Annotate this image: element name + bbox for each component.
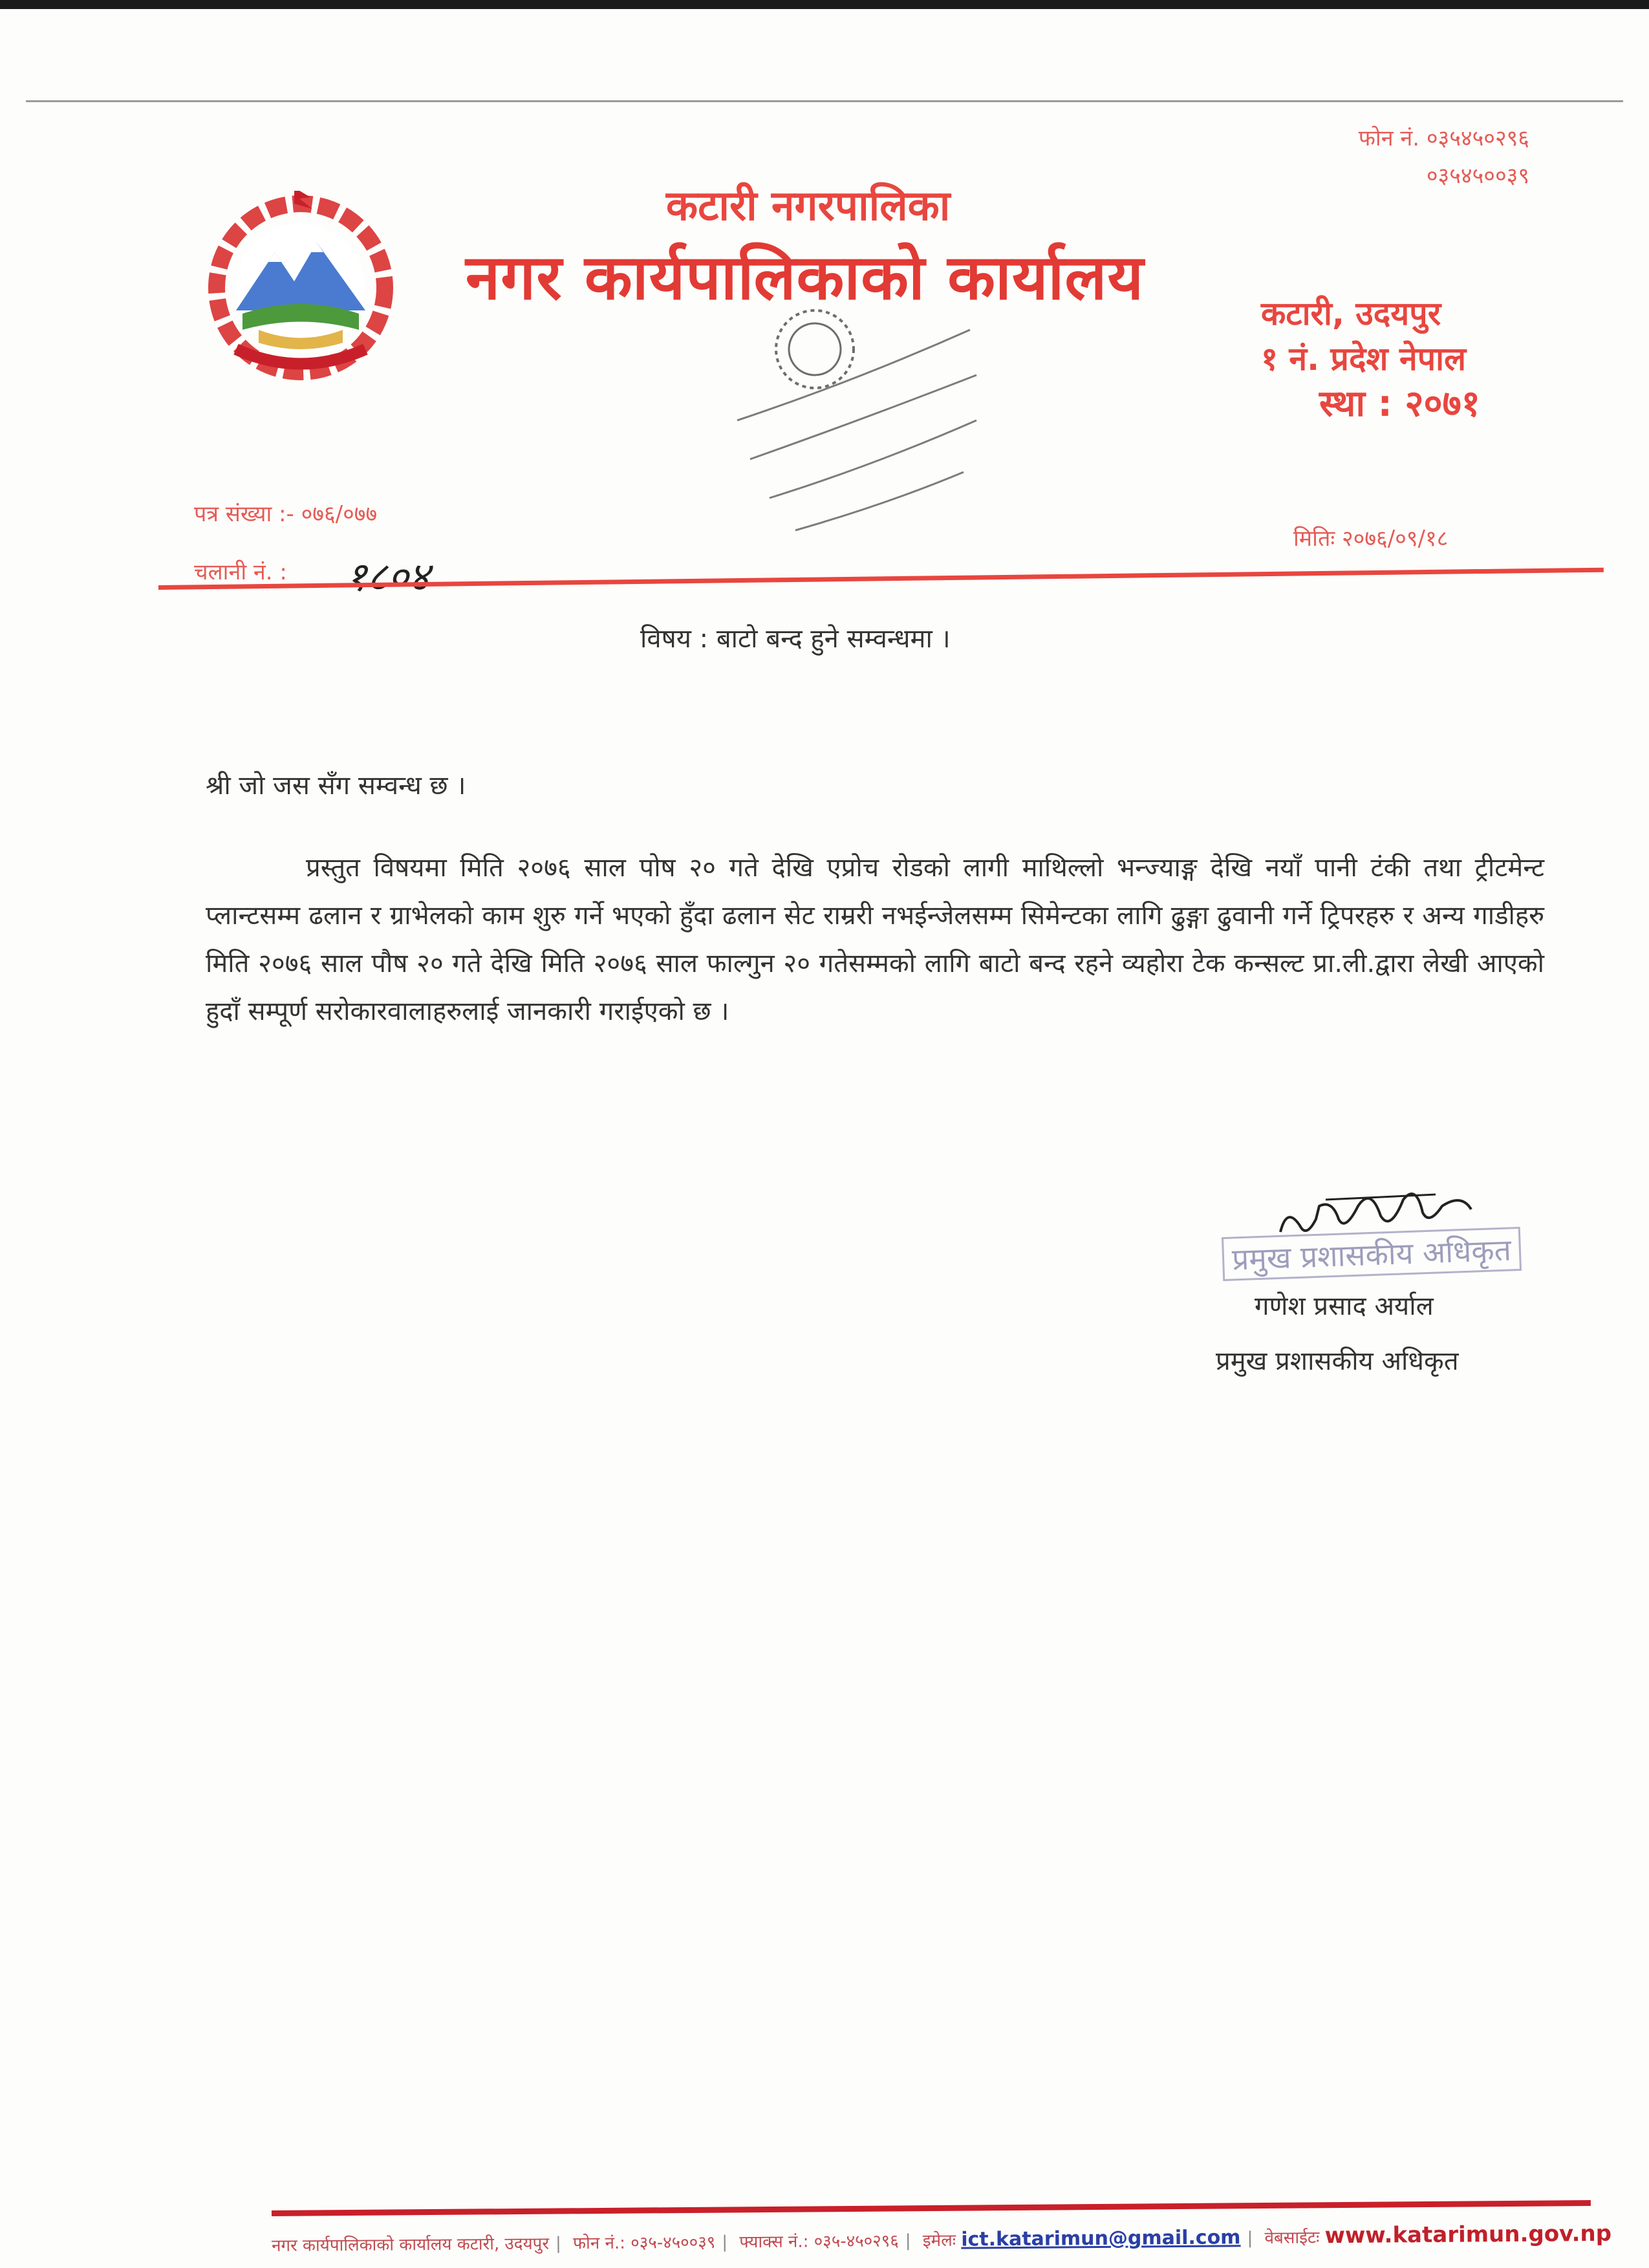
letter-date: मितिः २०७६/०९/१८	[1293, 526, 1449, 552]
footer-email-link[interactable]: ict.katarimun@gmail.com	[961, 2226, 1241, 2251]
dispatch-number-handwritten: १८०४	[346, 553, 429, 600]
office-round-stamp	[724, 291, 996, 550]
footer-website-link[interactable]: www.katarimun.gov.np	[1324, 2220, 1612, 2249]
signature-stamp: प्रमुख प्रशासकीय अधिकृत	[1222, 1227, 1522, 1281]
municipality-name: कटारी नगरपालिका	[666, 182, 951, 230]
signatory-name: गणेश प्रसाद अर्याल	[1255, 1291, 1434, 1321]
signatory-title: प्रमुख प्रशासकीय अधिकृत	[1216, 1346, 1459, 1376]
footer-contact-line: नगर कार्यपालिकाको कार्यालय कटारी, उदयपुर | फोन नं.: ०३५-४५००३९ | फ्याक्स नं.: ०३५-४५०२९६ | इमेलः ict.katarimun@gmail.com | वेबसाईटः www.katarimun.gov.np	[271, 2220, 1612, 2256]
footer-fax: फ्याक्स नं.: ०३५-४५०२९६	[739, 2231, 899, 2252]
footer-phone: फोन नं.: ०३५-४५००३९	[572, 2232, 716, 2254]
page-top-border	[26, 100, 1623, 102]
established-year: स्था : २०७१	[1319, 383, 1480, 425]
letter-body: प्रस्तुत विषयमा मिति २०७६ साल पोष २० गते देखि एप्रोच रोडको लागी माथिल्लो भन्ज्याङ्ग देखि नयाँ पानी टंकी तथा ट्रीटमेन्ट प्लान्टसम्म ढलान र ग्राभेलको काम शुरु गर्ने भएको हुँदा ढलान सेट राम्ररी नभईन्जेलसम्म सिमेन्टका लागि ढुङ्गा ढुवानी गर्ने ट्रिपरहरु र अन्य गाडीहरु मिति २०७६ साल पौष २० गते देखि मिति २०७६ साल फाल्गुन २० गतेसम्मको लागि बाटो बन्द रहने व्यहोरा टेक कन्सल्ट प्रा.ली.द्वारा लेखी आएको हुदाँ सम्पूर्ण सरोकारवालाहरुलाई जानकारी गराईएको छ ।	[206, 853, 1544, 1026]
letter-reference-number: पत्र संख्या :- ०७६/०७७	[194, 501, 378, 527]
address-line-2: १ नं. प्रदेश नेपाल	[1261, 340, 1466, 378]
dispatch-number-label: चलानी नं. :	[194, 559, 287, 585]
letter-salutation: श्री जो जस सँग सम्वन्ध छ ।	[206, 771, 466, 801]
phone-block	[1284, 120, 1529, 195]
scan-top-edge	[0, 0, 1649, 9]
phone-number-2: ०३५४५००३९	[1426, 163, 1529, 189]
letter-subject: विषय : बाटो बन्द हुने सम्वन्धमा ।	[640, 624, 951, 654]
address-block	[1261, 291, 1520, 427]
phone-number-1: फोन नं. ०३५४५०२९६	[1358, 125, 1529, 151]
footer-divider	[272, 2200, 1591, 2216]
office-name: नगर कार्यपालिकाको कार्यालय	[466, 241, 1145, 314]
address-line-1: कटारी, उदयपुर	[1261, 295, 1441, 332]
footer-web-label: वेबसाईटः	[1264, 2228, 1320, 2248]
footer-office-address: नगर कार्यपालिकाको कार्यालय कटारी, उदयपुर	[271, 2234, 550, 2256]
nepal-emblem-icon	[197, 191, 404, 385]
footer-email-label: इमेलः	[922, 2230, 956, 2251]
